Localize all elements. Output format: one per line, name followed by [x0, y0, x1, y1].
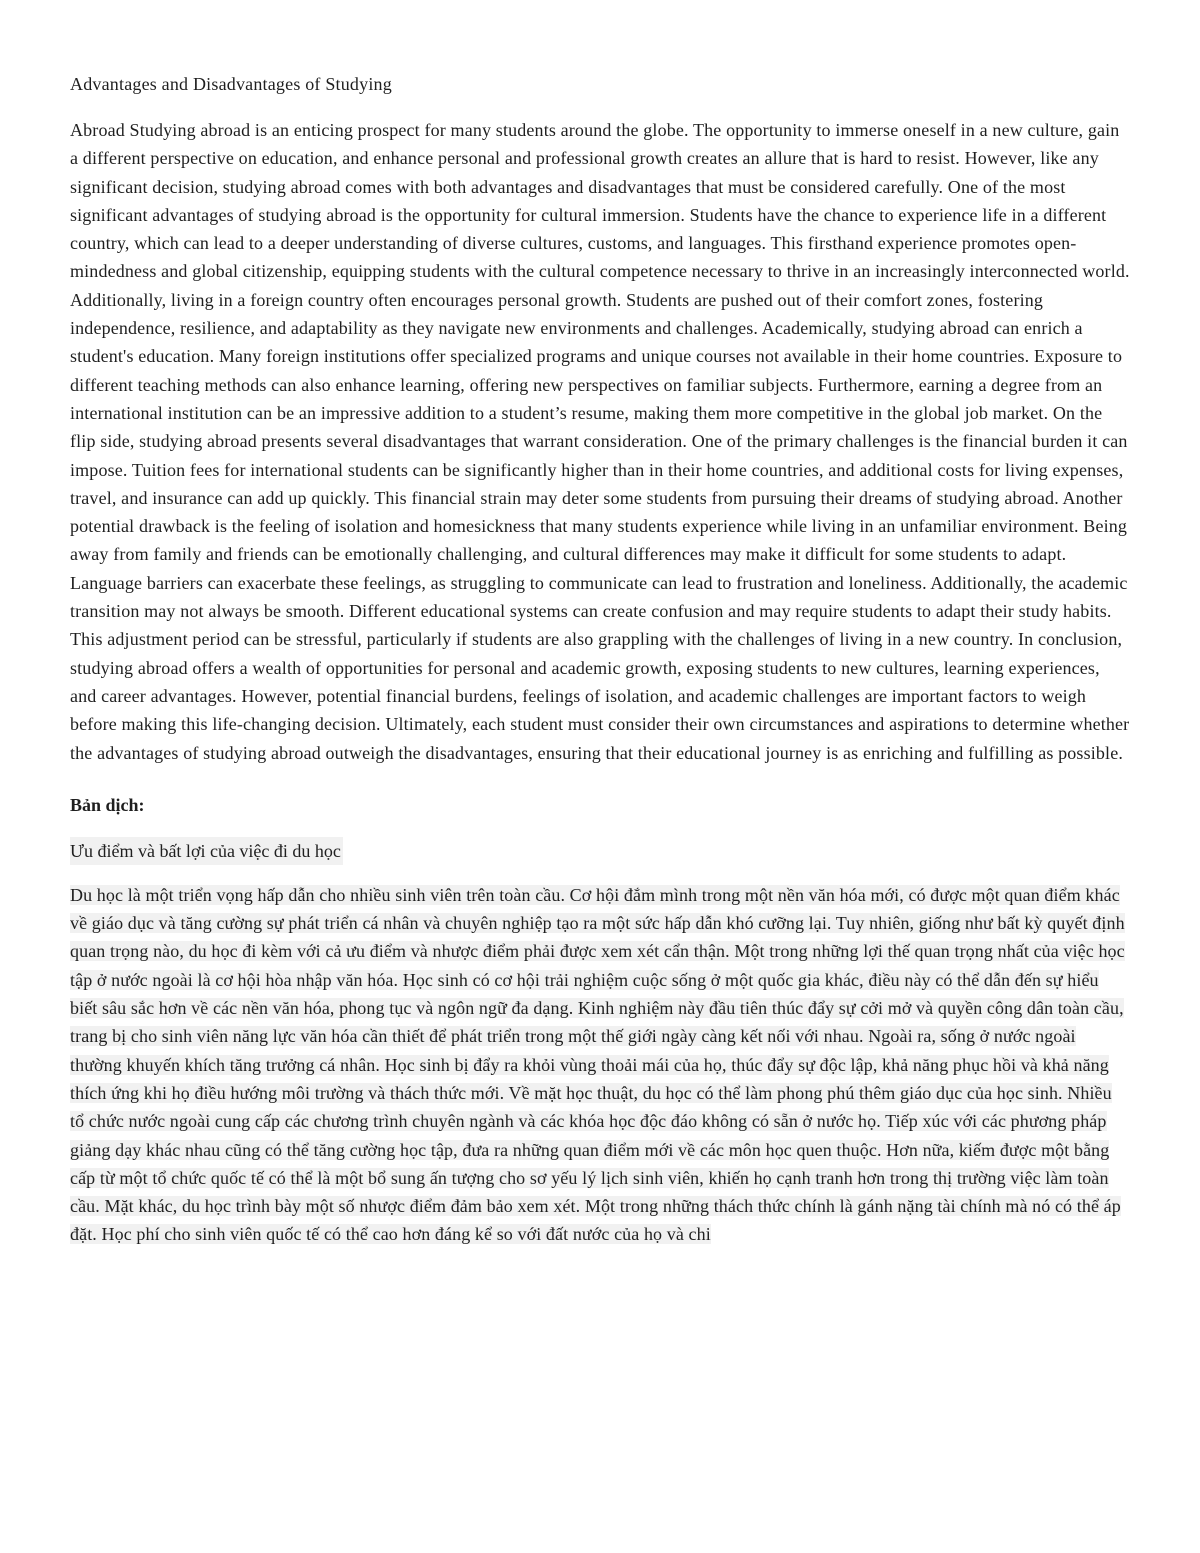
- document-page: [70, 70, 1130, 1249]
- document-title: Advantages and Disadvantages of Studying: [70, 74, 392, 94]
- translation-paragraph: [70, 881, 1130, 1249]
- essay-paragraph: Abroad Studying abroad is an enticing prospect for many students around the globe. The opportunity to immerse oneself in a new culture, gain a different perspective on education, and enhance personal and professional growth creates an allure that is hard to resist. However, like any significant decision, studying abroad comes with both advantages and disadvantages that must be considered carefully. One of the most significant advantages of studying abroad is the opportunity for cultural immersion. Students have the chance to experience life in a different country, which can lead to a deeper understanding of diverse cultures, customs, and languages. This firsthand experience promotes open-mindedness and global citizenship, equipping students with the cultural competence necessary to thrive in an increasingly interconnected world. Additionally, living in a foreign country often encourages personal growth. Students are pushed out of their comfort zones, fostering independence, resilience, and adaptability as they navigate new environments and challenges. Academically, studying abroad can enrich a student's education. Many foreign institutions offer specialized programs and unique courses not available in their home countries. Exposure to different teaching methods can also enhance learning, offering new perspectives on familiar subjects. Furthermore, earning a degree from an international institution can be an impressive addition to a student’s resume, making them more competitive in the global job market. On the flip side, studying abroad presents several disadvantages that warrant consideration. One of the primary challenges is the financial burden it can impose. Tuition fees for international students can be significantly higher than in their home countries, and additional costs for living expenses, travel, and insurance can add up quickly. This financial strain may deter some students from pursuing their dreams of studying abroad. Another potential drawback is the feeling of isolation and homesickness that many students experience while living in an unfamiliar environment. Being away from family and friends can be emotionally challenging, and cultural differences may make it difficult for some students to adapt. Language barriers can exacerbate these feelings, as struggling to communicate can lead to frustration and loneliness. Additionally, the academic transition may not always be smooth. Different educational systems can create confusion and may require students to adapt their study habits. This adjustment period can be stressful, particularly if students are also grappling with the challenges of living in a new country. In conclusion, studying abroad offers a wealth of opportunities for personal and academic growth, exposing students to new cultures, learning experiences, and career advantages. However, potential financial burdens, feelings of isolation, and academic challenges are important factors to weigh before making this life-changing decision. Ultimately, each student must consider their own circumstances and aspirations to determine whether the advantages of studying abroad outweigh the disadvantages, ensuring that their educational journey is as enriching and fulfilling as possible.: [70, 120, 1130, 763]
- translation-label: Bản dịch:: [70, 794, 145, 815]
- translation-title: Ưu điểm và bất lợi của việc đi du học: [70, 837, 343, 865]
- translation-text: Du học là một triển vọng hấp dẫn cho nhiều sinh viên trên toàn cầu. Cơ hội đắm mình trong một nền văn hóa mới, có được một quan điểm khác về giáo dục và tăng cường sự phát triển cá nhân và chuyên nghiệp tạo ra một sức hấp dẫn khó cưỡng lại. Tuy nhiên, giống như bất kỳ quyết định quan trọng nào, du học đi kèm với cả ưu điểm và nhược điểm phải được xem xét cẩn thận. Một trong những lợi thế quan trọng nhất của việc học tập ở nước ngoài là cơ hội hòa nhập văn hóa. Học sinh có cơ hội trải nghiệm cuộc sống ở một quốc gia khác, điều này có thể dẫn đến sự hiểu biết sâu sắc hơn về các nền văn hóa, phong tục và ngôn ngữ đa dạng. Kinh nghiệm này đầu tiên thúc đẩy sự cởi mở và quyền công dân toàn cầu, trang bị cho sinh viên năng lực văn hóa cần thiết để phát triển trong một thế giới ngày càng kết nối với nhau. Ngoài ra, sống ở nước ngoài thường khuyến khích tăng trưởng cá nhân. Học sinh bị đẩy ra khỏi vùng thoải mái của họ, thúc đẩy sự độc lập, khả năng phục hồi và khả năng thích ứng khi họ điều hướng môi trường và thách thức mới. Về mặt học thuật, du học có thể làm phong phú thêm giáo dục của học sinh. Nhiều tổ chức nước ngoài cung cấp các chương trình chuyên ngành và các khóa học độc đáo không có sẵn ở nước họ. Tiếp xúc với các phương pháp giảng dạy khác nhau cũng có thể tăng cường học tập, đưa ra những quan điểm mới về các môn học quen thuộc. Hơn nữa, kiếm được một bằng cấp từ một tổ chức quốc tế có thể là một bổ sung ấn tượng cho sơ yếu lý lịch sinh viên, khiến họ cạnh tranh hơn trong thị trường việc làm toàn cầu. Mặt khác, du học trình bày một số nhược điểm đảm bảo xem xét. Một trong những thách thức chính là gánh nặng tài chính mà nó có thể áp đặt. Học phí cho sinh viên quốc tế có thể cao hơn đáng kể so với đất nước của họ và chi: [70, 884, 1125, 1245]
